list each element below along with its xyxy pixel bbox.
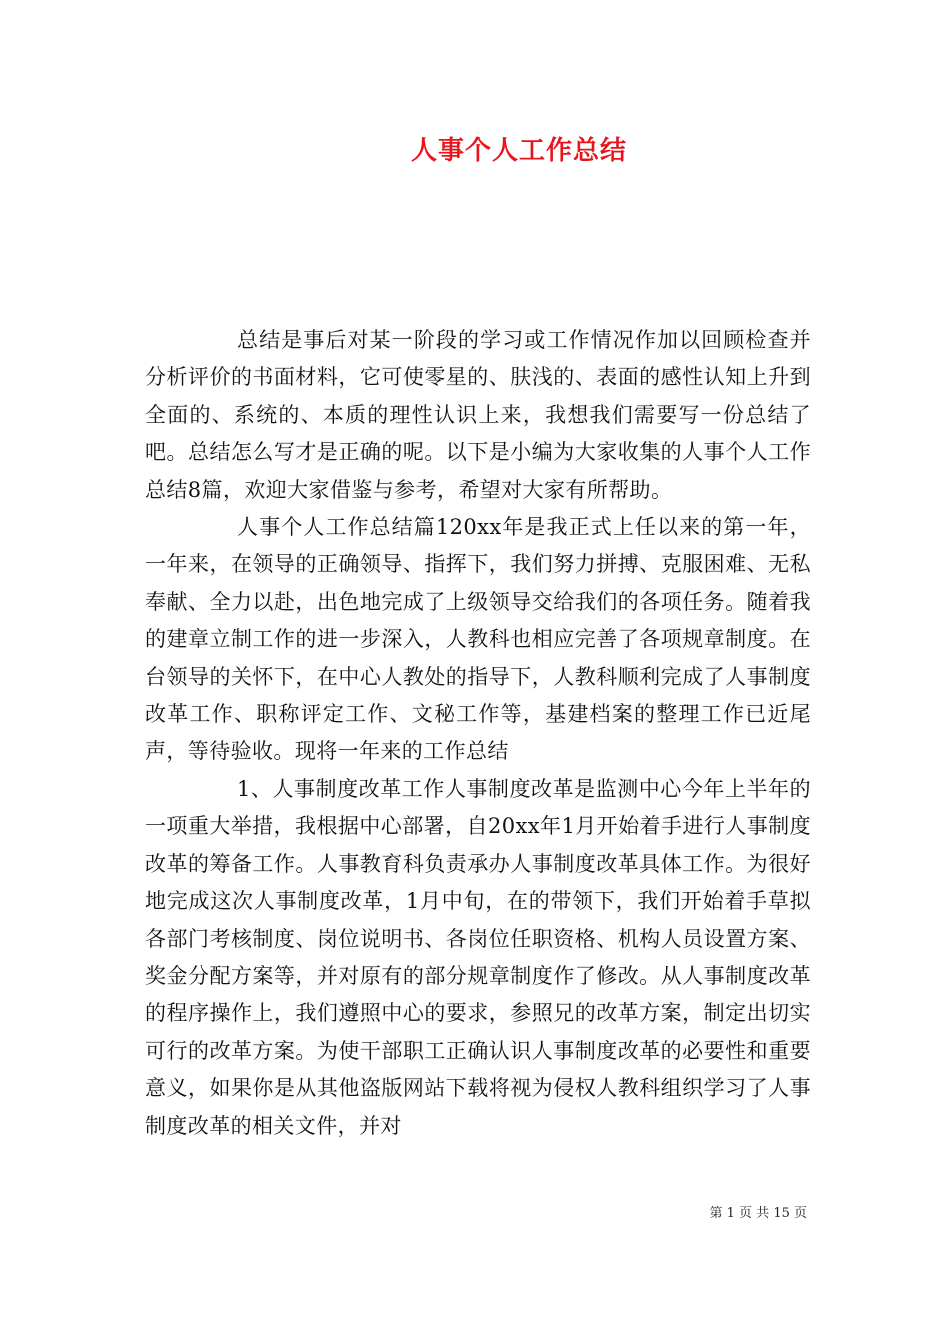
paragraph-intro: 总结是事后对某一阶段的学习或工作情况作加以回顾检查并分析评价的书面材料，它可使零星的、肤浅的、表面的感性认知上升到全面的、系统的、本质的理性认识上来，我想我们需要写一份总结了吧。总结怎么写才是正确的呢。以下是小编为大家收集的人事个人工作总结8篇，欢迎大家借鉴与参考，希望对大家有所帮助。 — [145, 328, 811, 502]
paragraph-summary-part-1: 人事个人工作总结篇120xx年是我正式上任以来的第一年，一年来，在领导的正确领导、指挥下，我们努力拼搏、克服困难、无私奉献、全力以赴，出色地完成了上级领导交给我们的各项任务。随着我的建章立制工作的进一步深入，人教科也相应完善了各项规章制度。在台领导的关怀下，在中心人教处的指导下，人教科顺利完成了人事制度改革工作、职称评定工作、文秘工作等，基建档案的整理工作已近尾声，等待验收。现将一年来的工作总结 — [145, 515, 811, 764]
document-body — [145, 322, 811, 1145]
document-title: 人事个人工作总结 — [410, 136, 627, 166]
page-number-footer: 第 1 页 共 15 页 — [709, 1206, 807, 1221]
paragraph-personnel-reform: 1、人事制度改革工作人事制度改革是监测中心今年上半年的一项重大举措，我根据中心部署，自20xx年1月开始着手进行人事制度改革的筹备工作。人事教育科负责承办人事制度改革具体工作。为很好地完成这次人事制度改革，1月中旬，在的带领下，我们开始着手草拟各部门考核制度、岗位说明书、各岗位任职资格、机构人员设置方案、奖金分配方案等，并对原有的部分规章制度作了修改。从人事制度改革的程序操作上，我们遵照中心的要求，参照兄的改革方案，制定出切实可行的改革方案。为使干部职工正确认识人事制度改革的必要性和重要意义，如果你是从其他盗版网站下载将视为侵权人教科组织学习了人事制度改革的相关文件，并对 — [145, 776, 811, 1138]
